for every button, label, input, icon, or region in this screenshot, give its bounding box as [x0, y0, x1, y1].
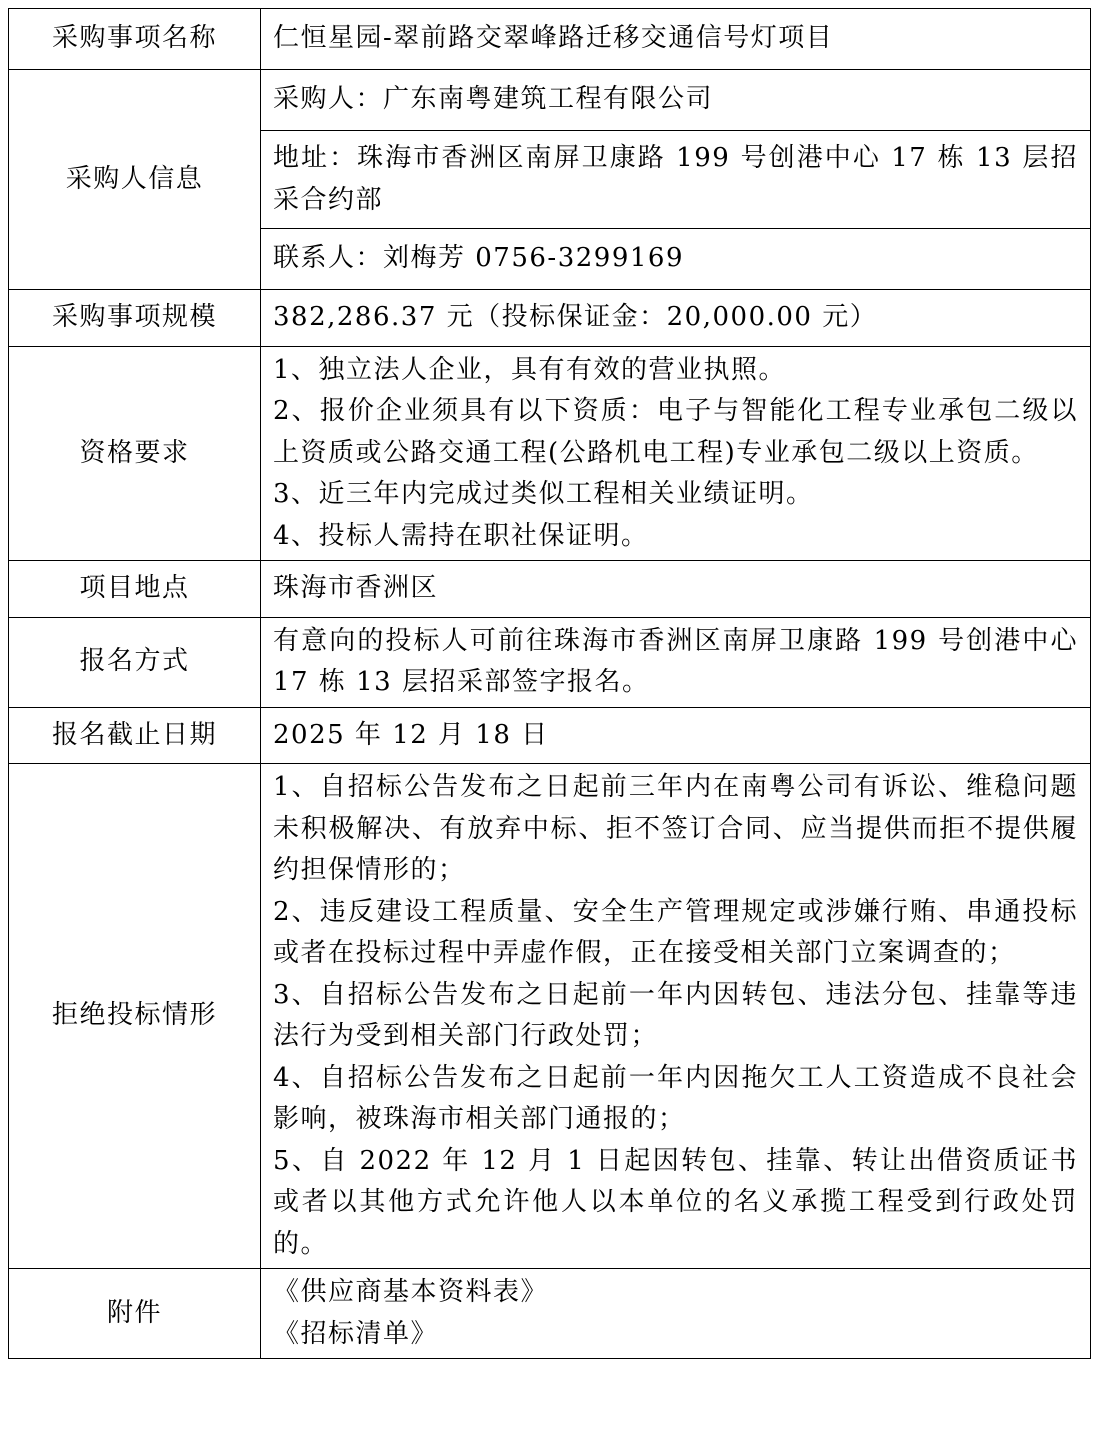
deadline-label: 报名截止日期 — [9, 707, 261, 764]
location-value: 珠海市香洲区 — [261, 561, 1091, 618]
row-location — [9, 561, 1091, 618]
deadline-value: 2025 年 12 月 18 日 — [261, 707, 1091, 764]
rejection-item: 3、自招标公告发布之日起前一年内因转包、违法分包、挂靠等违法行为受到相关部门行政处罚； — [273, 979, 1078, 1051]
registration-value: 有意向的投标人可前往珠海市香洲区南屏卫康路 199 号创港中心 17 栋 13 层招采部签字报名。 — [261, 617, 1091, 707]
rejection-item: 1、自招标公告发布之日起前三年内在南粤公司有诉讼、维稳问题未积极解决、有放弃中标、拒不签订合同、应当提供而拒不提供履约担保情形的； — [273, 772, 1078, 885]
attachments-label: 附件 — [9, 1269, 261, 1359]
row-scale — [9, 290, 1091, 347]
rejection-label: 拒绝投标情形 — [9, 764, 261, 1269]
location-label: 项目地点 — [9, 561, 261, 618]
purchaser-contact: 联系人：刘梅芳 0756-3299169 — [261, 229, 1091, 290]
purchaser-address: 地址：珠海市香洲区南屏卫康路 199 号创港中心 17 栋 13 层招采合约部 — [261, 131, 1091, 229]
qualification-label: 资格要求 — [9, 346, 261, 561]
project-name-value: 仁恒星园-翠前路交翠峰路迁移交通信号灯项目 — [261, 9, 1091, 70]
qualification-list — [261, 346, 1091, 561]
row-deadline — [9, 707, 1091, 764]
rejection-item: 2、违反建设工程质量、安全生产管理规定或涉嫌行贿、串通投标或者在投标过程中弄虚作假，正在接受相关部门立案调查的； — [273, 896, 1078, 968]
row-project-name — [9, 9, 1091, 70]
attachments-list — [261, 1269, 1091, 1359]
attachment-item: 《招标清单》 — [273, 1318, 439, 1349]
qualification-item: 2、报价企业须具有以下资质：电子与智能化工程专业承包二级以上资质或公路交通工程(公路机电工程)专业承包二级以上资质。 — [273, 396, 1078, 468]
row-rejection — [9, 764, 1091, 1269]
rejection-item: 4、自招标公告发布之日起前一年内因拖欠工人工资造成不良社会影响，被珠海市相关部门通报的； — [273, 1062, 1078, 1134]
rejection-item: 5、自 2022 年 12 月 1 日起因转包、挂靠、转让出借资质证书或者以其他方式允许他人以本单位的名义承揽工程受到行政处罚的。 — [273, 1145, 1078, 1259]
project-name-label: 采购事项名称 — [9, 9, 261, 70]
row-qualification — [9, 346, 1091, 561]
row-purchaser-name — [9, 70, 1091, 131]
qualification-item: 3、近三年内完成过类似工程相关业绩证明。 — [273, 479, 814, 509]
qualification-item: 4、投标人需持在职社保证明。 — [273, 520, 649, 551]
registration-label: 报名方式 — [9, 617, 261, 707]
qualification-item: 1、独立法人企业，具有有效的营业执照。 — [273, 354, 787, 385]
attachment-item: 《供应商基本资料表》 — [273, 1277, 549, 1307]
row-attachments — [9, 1269, 1091, 1359]
purchaser-name: 采购人：广东南粤建筑工程有限公司 — [261, 70, 1091, 131]
rejection-list — [261, 764, 1091, 1269]
row-registration — [9, 617, 1091, 707]
purchaser-info-label: 采购人信息 — [9, 70, 261, 290]
scale-value: 382,286.37 元（投标保证金：20,000.00 元） — [261, 290, 1091, 347]
scale-label: 采购事项规模 — [9, 290, 261, 347]
tender-notice-table — [8, 8, 1091, 1359]
